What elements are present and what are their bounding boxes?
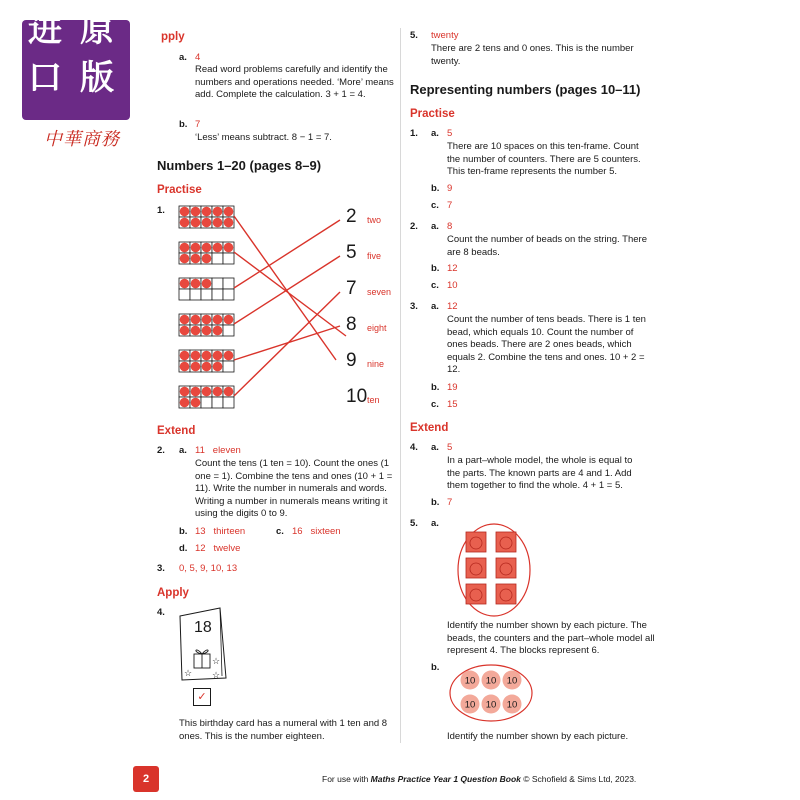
counter <box>180 218 190 228</box>
r-q4a-explanation: In a part–whole model, the whole is equal to the parts. The known parts are 4 and 1. Add them together to find the whole. 4 + 1 = 5. <box>447 455 633 491</box>
star-icon: ☆ <box>212 656 221 666</box>
r-q1c-label: c. <box>431 200 439 211</box>
counter <box>202 351 212 361</box>
logo-char: 口 <box>28 58 62 98</box>
star-icon: ☆ <box>184 668 193 678</box>
counter <box>191 326 201 336</box>
apply-heading: pply <box>161 31 185 43</box>
match-line <box>234 220 340 288</box>
ten-counter-label: 10 <box>506 675 518 687</box>
counter <box>180 362 190 372</box>
practise-heading: Practise <box>157 184 202 196</box>
ten-frame <box>179 386 234 408</box>
q1-number: 1. <box>157 205 165 216</box>
r-q2c-answer: 10 <box>447 280 458 291</box>
counter <box>180 398 190 408</box>
matching-diagram <box>170 200 400 415</box>
q3b-explanation: ‘Less’ means subtract. 8 − 1 = 7. <box>195 132 332 143</box>
logo-char: 版 <box>80 58 114 98</box>
r-q4a-answer: 5 <box>447 442 453 453</box>
counter <box>191 351 201 361</box>
match-number: 10 <box>346 386 368 407</box>
ten-frame <box>179 278 234 300</box>
counter <box>213 362 223 372</box>
counter <box>224 315 234 325</box>
birthday-card-image <box>176 606 232 682</box>
r-q3-number: 3. <box>410 301 418 312</box>
q2a-label: a. <box>179 445 187 456</box>
match-line <box>234 256 340 324</box>
r-q1b-label: b. <box>431 183 440 194</box>
q2d-answer: 12 twelve <box>195 543 241 554</box>
counter <box>191 398 201 408</box>
r-q5b-label: b. <box>431 662 440 673</box>
counter <box>213 351 223 361</box>
ten-counter-label: 10 <box>464 675 476 687</box>
r-q2a-label: a. <box>431 221 439 232</box>
match-line <box>234 252 346 336</box>
q3a-answer: 4 <box>195 52 201 63</box>
counter <box>180 387 190 397</box>
counter <box>202 362 212 372</box>
r-q2a-explanation: Count the number of beads on the string. There are 8 beads. <box>447 234 647 258</box>
column-divider <box>400 28 401 743</box>
tick-box: ✓ <box>193 688 211 706</box>
r-q2b-answer: 12 <box>447 263 458 274</box>
extend-heading: Extend <box>157 425 196 437</box>
counter <box>202 254 212 264</box>
counter <box>180 351 190 361</box>
r-extend-heading: Extend <box>410 422 449 434</box>
counter <box>191 254 201 264</box>
match-number: 7 <box>346 278 357 299</box>
counter <box>213 315 223 325</box>
counters-oval-image <box>455 522 533 618</box>
match-number: 9 <box>346 350 357 371</box>
match-number: 8 <box>346 314 357 335</box>
match-number: 5 <box>346 242 357 263</box>
counter <box>202 243 212 253</box>
q3b-answer: 7 <box>195 119 201 130</box>
q2a-answer: 11 eleven <box>195 445 241 456</box>
r-q3a-answer: 12 <box>447 301 458 312</box>
logo-subtitle: 中華商務 <box>44 129 120 150</box>
counter <box>213 218 223 228</box>
match-word: nine <box>367 359 385 369</box>
r-q5-answer: twenty <box>431 30 459 41</box>
page-number: 2 <box>133 766 159 792</box>
counter <box>224 387 234 397</box>
counter <box>191 315 201 325</box>
q2-number: 2. <box>157 445 165 456</box>
counter <box>224 243 234 253</box>
r-q2-number: 2. <box>410 221 418 232</box>
counter <box>213 387 223 397</box>
q3-number: 3. <box>157 563 165 574</box>
r-q1b-answer: 9 <box>447 183 453 194</box>
r-q4b-answer: 7 <box>447 497 453 508</box>
counter <box>213 207 223 217</box>
r-q5-number: 5. <box>410 30 418 41</box>
q2d-label: d. <box>179 543 188 554</box>
r-q4b-label: b. <box>431 497 440 508</box>
r-q1c-answer: 7 <box>447 200 453 211</box>
q2b-answer: 13 thirteen <box>195 526 246 537</box>
r-q3a-label: a. <box>431 301 439 312</box>
q2c-answer: 16 sixteen <box>292 526 341 537</box>
section-title-numbers: Numbers 1–20 (pages 8–9) <box>157 158 322 173</box>
r-q1-number: 1. <box>410 128 418 139</box>
match-number: 2 <box>346 206 357 227</box>
q4-number: 4. <box>157 607 165 618</box>
match-word: seven <box>367 287 392 297</box>
counter <box>180 254 190 264</box>
counter <box>202 207 212 217</box>
r-q5-explanation: There are 2 tens and 0 ones. This is the number twenty. <box>431 43 634 67</box>
q3a-explanation: Read word problems carefully and identify the numbers and operations needed. ‘More’ means add. Complete the calculation. 3 + 1 = 4. <box>195 64 394 100</box>
counter <box>224 351 234 361</box>
r-q2b-label: b. <box>431 263 440 274</box>
ten-frame <box>179 242 234 264</box>
counter <box>180 243 190 253</box>
logo-char: 原 <box>80 10 114 50</box>
q2c-label: c. <box>276 526 284 537</box>
counter <box>191 207 201 217</box>
match-word: eight <box>367 323 387 333</box>
counter <box>213 243 223 253</box>
r-q3c-label: c. <box>431 399 439 410</box>
counter <box>202 326 212 336</box>
r-q5a-explanation: Identify the number shown by each picture. The beads, the counters and the part–whole model all represent 4. The blocks represent 6. <box>447 620 655 656</box>
counter <box>180 207 190 217</box>
r-q1a-label: a. <box>431 128 439 139</box>
r-q3b-answer: 19 <box>447 382 458 393</box>
counter <box>191 362 201 372</box>
q2b-label: b. <box>179 526 188 537</box>
counter <box>191 279 201 289</box>
r-q3c-answer: 15 <box>447 399 458 410</box>
counter <box>180 279 190 289</box>
star-icon: ☆ <box>212 670 221 680</box>
match-word: five <box>367 251 382 261</box>
ten-counter-label: 10 <box>485 675 497 687</box>
match-word: ten <box>367 395 380 405</box>
publisher-logo <box>22 10 130 120</box>
r-practise-heading: Practise <box>410 108 455 120</box>
r-q4-number: 4. <box>410 442 418 453</box>
tens-counters-oval <box>448 663 534 723</box>
counter <box>202 315 212 325</box>
r-q1a-explanation: There are 10 spaces on this ten-frame. Count the number of counters. There are 5 counters. This ten-frame represents the number 5. <box>447 141 641 177</box>
q2a-explanation: Count the tens (1 ten = 10). Count the ones (1 one = 1). Combine the tens and ones (10 + 1 = 11). Write the number in numerals and words. Writing a number in numerals means writing it using the digits 0 to 9. <box>195 458 393 519</box>
counter <box>180 326 190 336</box>
counter <box>224 207 234 217</box>
footer-credit: For use with Maths Practice Year 1 Question Book © Schofield & Sims Ltd, 2023. <box>322 774 637 784</box>
r-q1a-answer: 5 <box>447 128 453 139</box>
r-q5b-explanation: Identify the number shown by each picture. <box>447 731 629 742</box>
q3a-label: a. <box>179 52 187 63</box>
match-line <box>234 216 336 360</box>
counter <box>202 218 212 228</box>
ten-counter-label: 10 <box>464 699 476 711</box>
match-word: two <box>367 215 382 225</box>
logo-char: 进 <box>28 10 62 50</box>
r-q3a-explanation: Count the number of tens beads. There is 1 ten bead, which equals 10. Count the number of ones beads. There are 2 ones beads, which equals 2. Combine the tens and ones. 10 + 2 = 12. <box>447 314 646 375</box>
ten-frame <box>179 314 234 336</box>
r-q5a-label: a. <box>431 518 439 529</box>
counter <box>191 218 201 228</box>
r-q2c-label: c. <box>431 280 439 291</box>
card-number: 18 <box>194 619 212 636</box>
q3b-label: b. <box>179 119 188 130</box>
apply-heading-2: Apply <box>157 587 189 599</box>
ten-counter-label: 10 <box>506 699 518 711</box>
counter <box>213 326 223 336</box>
counter <box>202 387 212 397</box>
counter <box>202 279 212 289</box>
q3-answer: 0, 5, 9, 10, 13 <box>179 563 238 574</box>
r-q5-number-2: 5. <box>410 518 418 529</box>
counter <box>191 387 201 397</box>
counter <box>180 315 190 325</box>
section-title-representing: Representing numbers (pages 10–11) <box>410 82 641 97</box>
q4-explanation: This birthday card has a numeral with 1 ten and 8 ones. This is the number eighteen. <box>179 718 388 742</box>
r-q3b-label: b. <box>431 382 440 393</box>
counter <box>191 243 201 253</box>
counter <box>224 218 234 228</box>
ten-counter-label: 10 <box>485 699 497 711</box>
ten-frame <box>179 350 234 372</box>
ten-frame <box>179 206 234 228</box>
r-q2a-answer: 8 <box>447 221 453 232</box>
r-q4a-label: a. <box>431 442 439 453</box>
